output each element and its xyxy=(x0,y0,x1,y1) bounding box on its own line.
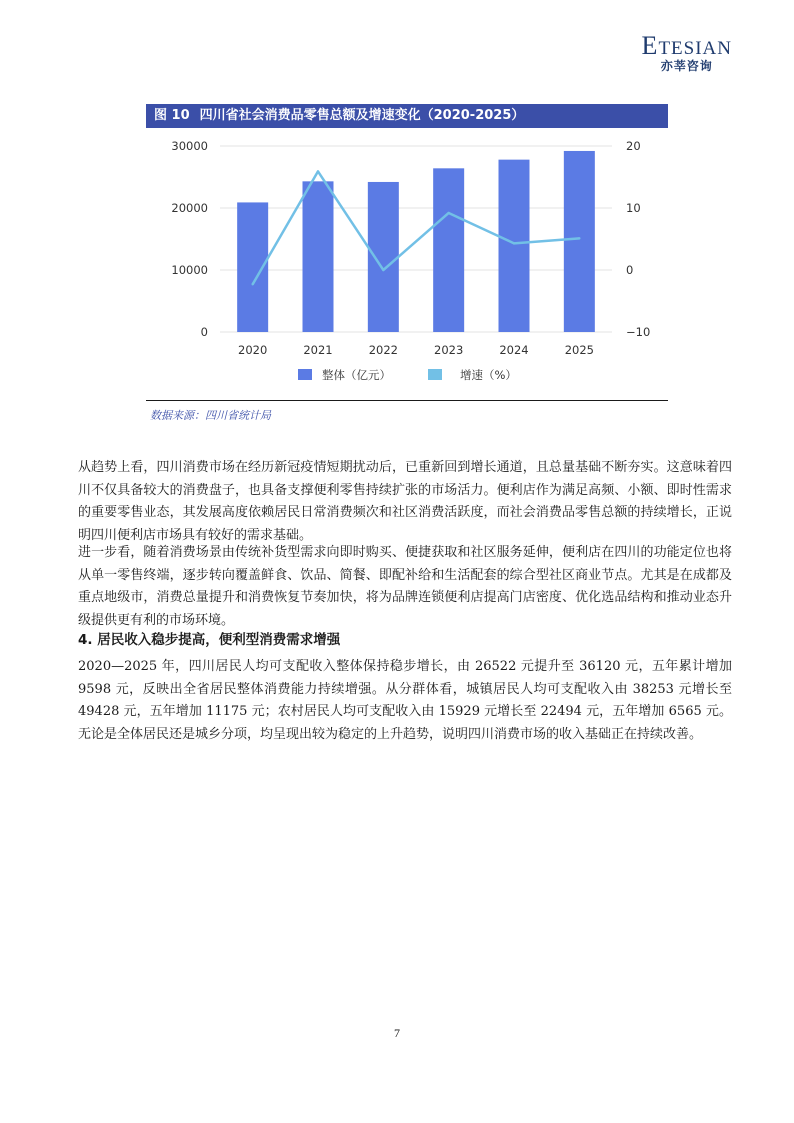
legend-label-total: 整体（亿元） xyxy=(322,368,391,382)
figure-number: 图 10 xyxy=(154,108,190,123)
figure-title: 四川省社会消费品零售总额及增速变化（2020-2025） xyxy=(199,108,525,123)
page-number: 7 xyxy=(394,1026,400,1040)
bar-2021 xyxy=(303,181,334,332)
y-left-tick-label: 30000 xyxy=(171,139,208,153)
growth-point-2022 xyxy=(382,269,384,271)
chart-growth-line xyxy=(251,170,580,285)
y-left-tick-label: 10000 xyxy=(171,263,208,277)
growth-rate-line xyxy=(253,171,580,284)
growth-point-2024 xyxy=(513,242,515,244)
legend-swatch-total xyxy=(298,369,312,380)
logo-chinese: 亦莘咨询 xyxy=(660,59,713,73)
figure-source: 数据来源：四川省统计局 xyxy=(150,409,271,422)
paragraph-income: 2020—2025 年，四川居民人均可支配收入整体保持稳步增长，由 26522 元提升至 36120 元，五年累计增加 9598 元，反映出全省居民整体消费能力持续增强。从分群体看，城镇居民人均可支配收入由 38253 元增长至 49428 元，五年增加 11175 元；农村居民人均可支配收入由 15929 元增长至 22494 元，五年增加 6565 元。无论是全体居民还是城乡分项，均呈现出较为稳定的上升趋势，说明四川消费市场的收入基础正在持续改善。 xyxy=(78,659,732,742)
growth-point-2021 xyxy=(317,170,319,172)
paragraph-further: 进一步看，随着消费场景由传统补货型需求向即时购买、便捷获取和社区服务延伸，便利店在四川的功能定位也将从单一零售终端，逐步转向覆盖鲜食、饮品、简餐、即配补给和生活配套的综合型社区商业节点。尤其是在成都及重点地级市，消费总量提升和消费恢复节奏加快，将为品牌连锁便利店提高门店密度、优化选品结构和推动业态升级提供更有利的市场环境。 xyxy=(78,545,732,628)
retail-sales-chart xyxy=(146,130,668,398)
x-tick-label: 2023 xyxy=(434,343,464,357)
logo-english: ETESIAN xyxy=(641,31,732,60)
y-left-tick-label: 0 xyxy=(200,325,208,339)
legend-label-growth: 增速（%） xyxy=(460,368,517,382)
y-right-tick-label: 20 xyxy=(626,139,641,153)
growth-point-2025 xyxy=(578,237,580,239)
figure-bottom-rule xyxy=(146,400,668,401)
company-logo xyxy=(641,31,732,73)
bar-2022 xyxy=(368,182,399,332)
paragraph-trend: 从趋势上看，四川消费市场在经历新冠疫情短期扰动后，已重新回到增长通道，且总量基础不断夯实。这意味着四川不仅具备较大的消费盘子，也具备支撑便利零售持续扩张的市场活力。便利店作为满足高频、小额、即时性需求的重要零售业态，其发展高度依赖居民日常消费频次和社区消费活跃度，而社会消费品零售总额的持续增长，正说明四川便利店市场具有较好的需求基础。 xyxy=(78,460,732,543)
x-tick-label: 2022 xyxy=(368,343,398,357)
growth-point-2023 xyxy=(447,212,449,214)
bar-2024 xyxy=(499,160,530,332)
y-right-tick-label: 0 xyxy=(626,263,634,277)
legend-swatch-growth xyxy=(428,369,442,380)
growth-point-2020 xyxy=(251,283,253,285)
chart-legend xyxy=(298,368,517,382)
y-left-tick-label: 20000 xyxy=(171,201,208,215)
section-heading: 4. 居民收入稳步提高，便利型消费需求增强 xyxy=(78,632,341,648)
bar-2025 xyxy=(564,151,595,332)
y-right-tick-label: 10 xyxy=(626,201,641,215)
x-tick-label: 2025 xyxy=(564,343,594,357)
y-right-tick-label: −10 xyxy=(626,325,651,339)
figure-title-banner xyxy=(146,104,668,128)
x-tick-label: 2021 xyxy=(303,343,333,357)
bar-2023 xyxy=(433,168,464,332)
x-tick-label: 2024 xyxy=(499,343,529,357)
x-tick-label: 2020 xyxy=(238,343,268,357)
